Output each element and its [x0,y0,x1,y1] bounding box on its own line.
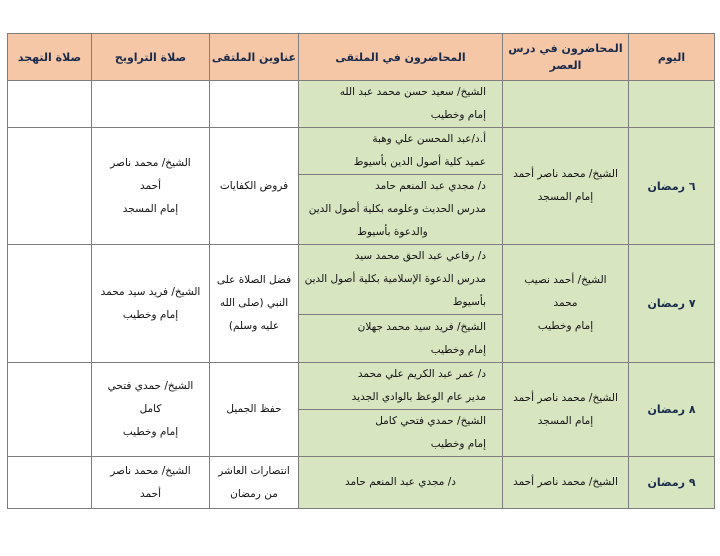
header-row [8,34,715,81]
lecturer-line: الشيخ/ حمدي فتحي كامل [375,415,486,427]
title-line: النبي (صلى الله [219,297,289,309]
header-tahajjud: صلاة التهجد [8,34,92,81]
forum-title-cell: حفظ الجميل [210,363,299,457]
forum-lecturer-cell [299,363,503,410]
taraweeh-cell [92,81,210,128]
day-cell [629,81,715,128]
lecturer-line: إمام وخطيب [430,109,486,121]
lecturer-line: بأسيوط [452,296,486,308]
forum-lecturer-cell [299,315,503,363]
taraweeh-cell [92,363,210,457]
day-cell: ٧ رمضان [629,245,715,363]
asr-line: الشيخ/ محمد ناصر أحمد [513,168,618,180]
lecturer-line: مدرس الدعوة الإسلامية بكلية أصول الدين [304,273,486,285]
taraweeh-line: كامل [139,403,162,415]
lecturer-line: مدرس الحديث وعلومه بكلية أصول الدين [308,203,486,215]
taraweeh-line: إمام وخطيب [122,308,179,321]
lecturer-line: مدير عام الوعظ بالوادي الجديد [351,391,486,403]
forum-title-cell: فروض الكفايات [210,128,299,245]
forum-title-cell [210,81,299,128]
forum-lecturer-cell [299,81,503,128]
table-row [8,245,715,315]
title-line: فضل الصلاة على [216,274,292,286]
ramadan-schedule-table [7,33,715,509]
table-row [8,363,715,410]
taraweeh-line: أحمد [140,487,161,500]
taraweeh-line: الشيخ/ حمدي فتحي [107,380,194,392]
lecturer-line: والدعوة بأسيوط [357,226,428,238]
taraweeh-line: الشيخ/ محمد ناصر [110,156,191,169]
taraweeh-line: إمام المسجد [122,202,179,215]
taraweeh-line: الشيخ/ محمد ناصر [110,464,191,477]
asr-cell: الشيخ/ محمد ناصر أحمد [503,457,629,509]
schedule-table-wrapper [7,33,714,509]
asr-line: الشيخ/ محمد ناصر أحمد [513,391,618,404]
header-day: اليوم [629,34,715,81]
table-row [8,457,715,509]
lecturer-line: الشيخ/ سعيد حسن محمد عبد الله [339,86,486,98]
lecturer-line: د/ عمر عبد الكريم علي محمد [357,368,486,380]
asr-cell [503,128,629,245]
header-taraweeh: صلاة التراويح [92,34,210,81]
asr-line: إمام المسجد [537,191,594,203]
tahajjud-cell [8,245,92,363]
title-line: من رمضان [230,487,278,500]
forum-title-cell [210,457,299,509]
taraweeh-line: إمام وخطيب [122,426,179,438]
tahajjud-cell [8,363,92,457]
taraweeh-line: الشيخ/ فريد سيد محمد [100,285,201,298]
lecturer-line: إمام وخطيب [430,438,486,450]
tahajjud-cell [8,128,92,245]
taraweeh-cell [92,457,210,509]
table-row [8,128,715,175]
asr-line: محمد [553,297,578,309]
lecturer-line: د/ رفاعي عبد الحق محمد سيد [354,250,486,262]
tahajjud-cell [8,457,92,509]
title-line: انتصارات العاشر [218,464,290,477]
header-forum-lecturers: المحاضرون في الملتقى [299,34,503,81]
asr-cell [503,363,629,457]
forum-lecturer-cell [299,128,503,175]
forum-lecturer-cell [299,245,503,315]
asr-cell [503,245,629,363]
asr-cell [503,81,629,128]
table-row [8,81,715,128]
asr-line: إمام المسجد [537,414,594,427]
lecturer-line: إمام وخطيب [430,343,486,356]
forum-lecturer-cell [299,175,503,245]
tahajjud-cell [8,81,92,128]
lecturer-line: الشيخ/ فريد سيد محمد جهلان [357,320,486,333]
asr-line: الشيخ/ أحمد نصيب [524,274,607,286]
asr-line: إمام وخطيب [537,320,594,332]
lecturer-line: د/ مجدي عبد المنعم حامد [375,180,486,192]
lecturer-line: أ.د/عبد المحسن علي وهبة [372,133,486,145]
forum-lecturer-cell: د/ مجدي عبد المنعم حامد [299,457,503,509]
day-cell: ٨ رمضان [629,363,715,457]
title-line: عليه وسلم) [228,320,280,332]
forum-title-cell [210,245,299,363]
lecturer-line: عميد كلية أصول الدين بأسيوط [353,156,486,168]
day-cell: ٩ رمضان [629,457,715,509]
taraweeh-line: أحمد [140,179,161,192]
day-cell: ٦ رمضان [629,128,715,245]
header-forum-titles: عناوين الملتقى [210,34,299,81]
taraweeh-cell [92,245,210,363]
forum-lecturer-cell [299,410,503,457]
header-asr-lecturers: المحاضرون في درس العصر [503,34,629,81]
taraweeh-cell [92,128,210,245]
